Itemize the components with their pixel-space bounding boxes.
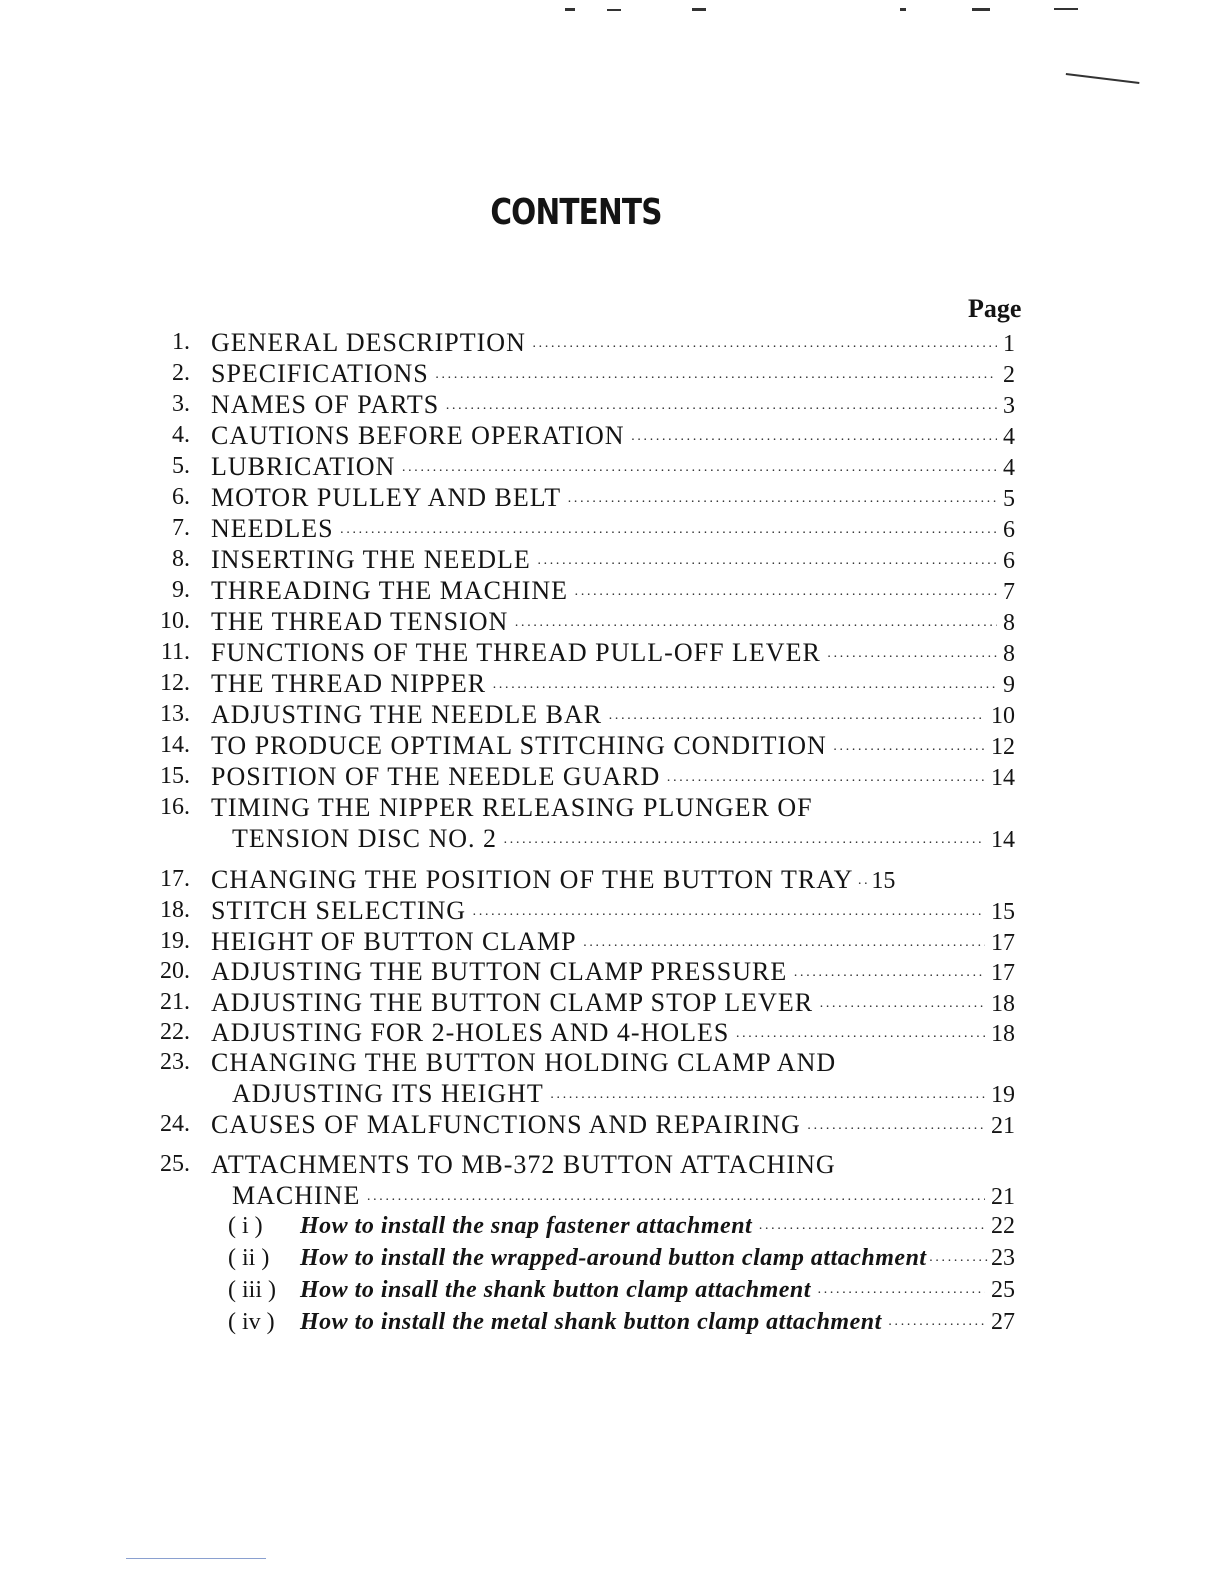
scan-mark — [692, 8, 706, 11]
toc-entry[interactable] — [0, 956, 1224, 987]
toc-subentry-title: How to install the snap fastener attachment — [300, 1213, 753, 1239]
toc-entry-row — [211, 389, 1015, 420]
toc-subentry-title: How to install the metal shank button clamp attachment — [300, 1309, 882, 1335]
toc-entry-row — [211, 864, 1015, 895]
toc-entry-page: 4 — [1003, 455, 1015, 481]
toc-entry-title: THE THREAD NIPPER — [211, 669, 487, 698]
toc-entry-title: INSERTING THE NEEDLE — [211, 545, 531, 574]
toc-entry-page: 9 — [1003, 672, 1015, 698]
toc-entry-title: ATTACHMENTS TO MB-372 BUTTON ATTACHING — [211, 1150, 836, 1179]
toc-entry-number: 2. — [172, 360, 190, 386]
toc-entry-number: 10. — [160, 608, 190, 634]
toc-entry-continuation[interactable] — [0, 1180, 1224, 1211]
scan-mark — [1066, 73, 1140, 84]
toc-subentry-title: How to install the wrapped-around button clamp attachment — [300, 1245, 927, 1271]
toc-entry[interactable] — [0, 761, 1224, 792]
toc-entry-title: HEIGHT OF BUTTON CLAMP — [211, 927, 577, 956]
toc-entry-page: 18 — [991, 1021, 1015, 1047]
toc-entry-row — [211, 575, 1015, 606]
toc-entry[interactable] — [0, 327, 1224, 358]
toc-entry-row — [211, 1109, 1015, 1140]
toc-entry-title: TO PRODUCE OPTIMAL STITCHING CONDITION — [211, 731, 827, 760]
toc-entry-page: 21 — [991, 1113, 1015, 1139]
toc-entry-row — [211, 699, 1015, 730]
toc-subentry[interactable] — [0, 1211, 1224, 1242]
toc-entry-row — [211, 926, 1015, 957]
toc-entry-page: 18 — [991, 991, 1015, 1017]
toc-entry[interactable] — [0, 513, 1224, 544]
toc-subentry-page: 27 — [991, 1309, 1015, 1335]
toc-entry-row — [211, 327, 1015, 358]
toc-entry[interactable] — [0, 1109, 1224, 1140]
toc-entry-page: 7 — [1003, 579, 1015, 605]
toc-entry-page: 19 — [991, 1082, 1015, 1108]
scan-mark — [565, 8, 575, 11]
toc-entry-title: ADJUSTING FOR 2-HOLES AND 4-HOLES — [211, 1018, 730, 1047]
toc-entry-page: 15 — [871, 868, 896, 894]
toc-entry-row — [211, 761, 1015, 792]
toc-entry-row — [232, 1180, 1015, 1211]
toc-entry[interactable] — [0, 358, 1224, 389]
toc-entry[interactable] — [0, 987, 1224, 1018]
toc-entry[interactable] — [0, 389, 1224, 420]
page-column-header: Page — [968, 294, 1022, 323]
toc-entry-number: 5. — [172, 453, 190, 479]
toc-entry-row — [211, 668, 1015, 699]
leader-dots — [888, 1310, 985, 1341]
toc-subentry-page: 25 — [991, 1277, 1015, 1303]
toc-subentry-numeral: ( iii ) — [228, 1277, 276, 1303]
scan-mark — [900, 8, 906, 11]
toc-entry-row — [232, 823, 1015, 854]
toc-entry-title-continued: MACHINE — [232, 1181, 361, 1210]
leader-dots — [758, 1214, 985, 1245]
toc-entry-title: NAMES OF PARTS — [211, 390, 440, 419]
leader-dots — [503, 828, 985, 859]
toc-subentry-row — [228, 1243, 1015, 1274]
toc-entry-row — [211, 606, 1015, 637]
toc-entry-row — [211, 513, 1015, 544]
toc-subentry-title: How to insall the shank button clamp attachment — [300, 1277, 811, 1303]
toc-entry-number: 19. — [160, 928, 190, 954]
toc-entry-title: MOTOR PULLEY AND BELT — [211, 483, 562, 512]
toc-entry-row — [211, 544, 1015, 575]
toc-entry-title: CHANGING THE BUTTON HOLDING CLAMP AND — [211, 1048, 837, 1077]
toc-entry-row — [211, 451, 1015, 482]
toc-entry[interactable] — [0, 544, 1224, 575]
toc-entry-page: 15 — [991, 899, 1015, 925]
toc-entry-title: POSITION OF THE NEEDLE GUARD — [211, 762, 661, 791]
toc-entry-title: TIMING THE NIPPER RELEASING PLUNGER OF — [211, 793, 813, 822]
toc-entry[interactable] — [0, 792, 1224, 823]
toc-entry-row — [211, 730, 1015, 761]
toc-subentry[interactable] — [0, 1307, 1224, 1338]
toc-entry-number: 16. — [160, 794, 190, 820]
toc-subentry-numeral: ( i ) — [228, 1213, 263, 1239]
toc-entry[interactable] — [0, 420, 1224, 451]
toc-entry[interactable] — [0, 1149, 1224, 1180]
toc-entry-number: 6. — [172, 484, 190, 510]
toc-entry-continuation[interactable] — [0, 823, 1224, 854]
scan-mark — [607, 9, 621, 11]
scan-mark — [126, 1558, 266, 1559]
toc-subentry[interactable] — [0, 1275, 1224, 1306]
toc-entry-title: GENERAL DESCRIPTION — [211, 328, 526, 357]
toc-entry-row — [211, 482, 1015, 513]
toc-entry[interactable] — [0, 575, 1224, 606]
toc-subentry-numeral: ( iv ) — [228, 1309, 275, 1335]
page-title: CONTENTS — [490, 192, 662, 233]
toc-entry-title: ADJUSTING THE BUTTON CLAMP STOP LEVER — [211, 988, 814, 1017]
toc-entry-page: 8 — [1003, 610, 1015, 636]
toc-subentry-page: 22 — [991, 1213, 1015, 1239]
toc-entry-page: 4 — [1003, 424, 1015, 450]
toc-entry-title: SPECIFICATIONS — [211, 359, 429, 388]
toc-entry-number: 3. — [172, 391, 190, 417]
toc-entry-title: NEEDLES — [211, 514, 334, 543]
toc-entry-number: 25. — [160, 1151, 190, 1177]
toc-entry-title: ADJUSTING THE BUTTON CLAMP PRESSURE — [211, 957, 788, 986]
toc-entry-page: 6 — [1003, 517, 1015, 543]
toc-entry-title: THREADING THE MACHINE — [211, 576, 569, 605]
toc-entry-number: 11. — [160, 639, 190, 665]
toc-entry-page: 10 — [991, 703, 1015, 729]
toc-entry[interactable] — [0, 1017, 1224, 1048]
toc-entry-title: LUBRICATION — [211, 452, 396, 481]
toc-entry-row — [211, 1149, 1015, 1180]
toc-entry[interactable] — [0, 730, 1224, 761]
toc-subentry-row — [228, 1307, 1015, 1338]
toc-entry-page: 17 — [991, 930, 1015, 956]
toc-entry-title: THE THREAD TENSION — [211, 607, 509, 636]
toc-entry-row — [211, 792, 1015, 823]
toc-entry-title: STITCH SELECTING — [211, 896, 467, 925]
toc-entry-page: 14 — [991, 765, 1015, 791]
toc-entry-page: 5 — [1003, 486, 1015, 512]
toc-entry-number: 7. — [172, 515, 190, 541]
toc-entry-row — [211, 358, 1015, 389]
toc-entry-number: 14. — [160, 732, 190, 758]
toc-entry-row — [211, 895, 1015, 926]
toc-entry-number: 15. — [160, 763, 190, 789]
toc-entry-page: 14 — [991, 827, 1015, 853]
toc-entry-row — [211, 1047, 1015, 1078]
toc-entry-number: 21. — [160, 989, 190, 1015]
toc-subentry-row — [228, 1275, 1015, 1306]
toc-entry-page: 2 — [1003, 362, 1015, 388]
toc-entry-continuation[interactable] — [0, 1078, 1224, 1109]
toc-entry-page: 6 — [1003, 548, 1015, 574]
toc-entry-number: 17. — [160, 866, 190, 892]
toc-entry-number: 4. — [172, 422, 190, 448]
toc-entry-title: CAUSES OF MALFUNCTIONS AND REPAIRING — [211, 1110, 801, 1139]
leader-dots — [807, 1114, 985, 1145]
toc-entry-row — [211, 1017, 1015, 1048]
toc-entry[interactable] — [0, 606, 1224, 637]
toc-subentry-row — [228, 1211, 1015, 1242]
toc-entry-page: 12 — [991, 734, 1015, 760]
toc-entry-title-continued: TENSION DISC NO. 2 — [232, 824, 497, 853]
toc-entry-number: 22. — [160, 1019, 190, 1045]
toc-subentry-numeral: ( ii ) — [228, 1245, 270, 1271]
toc-entry-number: 8. — [172, 546, 190, 572]
toc-entry-page: 3 — [1003, 393, 1015, 419]
toc-entry[interactable] — [0, 864, 1224, 895]
toc-entry-row — [232, 1078, 1015, 1109]
toc-entry-title: CHANGING THE POSITION OF THE BUTTON TRAY — [211, 865, 854, 894]
toc-entry-row — [211, 637, 1015, 668]
scan-mark — [1054, 8, 1078, 10]
toc-entry-number: 24. — [160, 1111, 190, 1137]
toc-entry-number: 9. — [172, 577, 190, 603]
toc-entry-page: 17 — [991, 960, 1015, 986]
toc-entry[interactable] — [0, 637, 1224, 668]
toc-entry[interactable] — [0, 482, 1224, 513]
leader-dots — [817, 1278, 985, 1309]
toc-entry[interactable] — [0, 895, 1224, 926]
toc-entry-page: 21 — [991, 1184, 1015, 1210]
toc-entry[interactable] — [0, 668, 1224, 699]
toc-entry-number: 18. — [160, 897, 190, 923]
toc-entry-number: 20. — [160, 958, 190, 984]
toc-entry-number: 1. — [172, 329, 190, 355]
toc-entry-row — [211, 420, 1015, 451]
toc-entry[interactable] — [0, 699, 1224, 730]
toc-entry-title: FUNCTIONS OF THE THREAD PULL-OFF LEVER — [211, 638, 821, 667]
leader-dots — [929, 1246, 989, 1277]
toc-entry-row — [211, 987, 1015, 1018]
toc-entry-title: ADJUSTING THE NEEDLE BAR — [211, 700, 603, 729]
toc-subentry[interactable] — [0, 1243, 1224, 1274]
toc-entry[interactable] — [0, 926, 1224, 957]
toc-subentry-page: 23 — [991, 1245, 1015, 1271]
toc-entry-row — [211, 956, 1015, 987]
scan-mark — [972, 8, 990, 11]
toc-entry[interactable] — [0, 1047, 1224, 1078]
toc-entry-number: 12. — [160, 670, 190, 696]
toc-entry-title-continued: ADJUSTING ITS HEIGHT — [232, 1079, 544, 1108]
toc-entry-page: 1 — [1003, 331, 1015, 357]
toc-entry-title: CAUTIONS BEFORE OPERATION — [211, 421, 625, 450]
toc-entry-number: 23. — [160, 1049, 190, 1075]
toc-entry[interactable] — [0, 451, 1224, 482]
toc-entry-page: 8 — [1003, 641, 1015, 667]
toc-entry-number: 13. — [160, 701, 190, 727]
